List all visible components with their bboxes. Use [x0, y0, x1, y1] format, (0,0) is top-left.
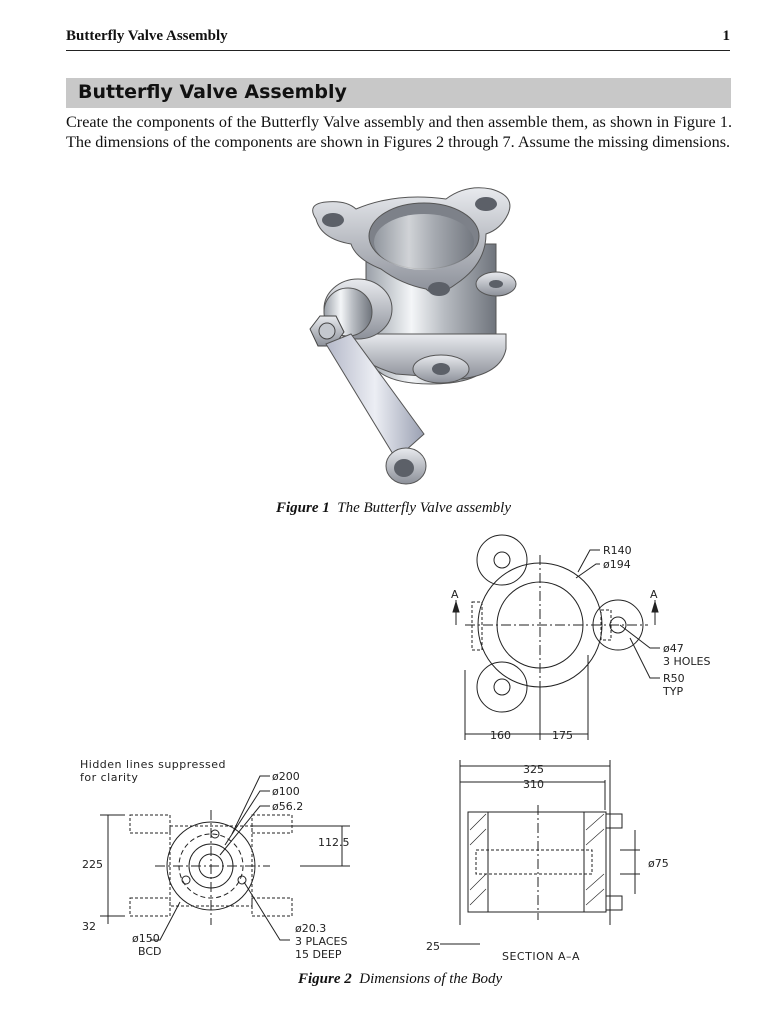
dim-25: 25 [426, 940, 440, 953]
note-3-places: 3 PLACES [295, 935, 348, 948]
figure-2-label: Figure 2 [298, 971, 352, 987]
running-header [66, 26, 730, 51]
note-3-holes: 3 HOLES [663, 655, 711, 668]
figure-1-caption [276, 500, 511, 517]
page-number: 1 [722, 28, 730, 44]
side-view [100, 776, 350, 940]
dim-d56: ø56.2 [272, 800, 304, 813]
dim-r140: R140 [603, 544, 632, 557]
section-heading-bar [66, 78, 731, 108]
dim-d47: ø47 [663, 642, 684, 655]
section-marker-right: A [650, 588, 658, 601]
note-typ: TYP [663, 685, 684, 698]
dim-d194: ø194 [603, 558, 631, 571]
dim-175: 175 [552, 729, 573, 742]
dim-d75: ø75 [648, 857, 669, 870]
note-hidden-lines: Hidden lines suppressed [80, 758, 227, 771]
header-title: Butterfly Valve Assembly [66, 28, 228, 44]
note-for-clarity: for clarity [80, 771, 139, 784]
figure-1-label: Figure 1 [276, 500, 330, 516]
figure-2-caption [298, 971, 502, 988]
figure-1-render [296, 184, 524, 490]
dim-32: 32 [82, 920, 96, 933]
dim-112: 112.5 [318, 836, 350, 849]
dim-d100: ø100 [272, 785, 300, 798]
dim-310: 310 [523, 778, 544, 791]
dim-325: 325 [523, 763, 544, 776]
intro-paragraph: Create the components of the Butterfly Valve assembly and then assemble them, as shown in Figure 1. The dimensions of the components are shown in Figures 2 through 7. Assume the missing dimensions. [66, 113, 732, 151]
section-marker-left: A [451, 588, 459, 601]
figure-1-caption-text: The Butterfly Valve assembly [337, 500, 511, 516]
dim-d200: ø200 [272, 770, 300, 783]
dim-160: 160 [490, 729, 511, 742]
section-title: Butterfly Valve Assembly [78, 81, 347, 103]
note-bcd: BCD [138, 945, 162, 958]
section-label: SECTION A–A [502, 950, 581, 963]
dim-225: 225 [82, 858, 103, 871]
note-15-deep: 15 DEEP [295, 948, 342, 961]
figure-2-drawing [60, 530, 740, 970]
figure-2-caption-text: Dimensions of the Body [359, 971, 503, 987]
dim-d150: ø150 [132, 932, 160, 945]
dim-r50: R50 [663, 672, 685, 685]
dim-d20: ø20.3 [295, 922, 327, 935]
